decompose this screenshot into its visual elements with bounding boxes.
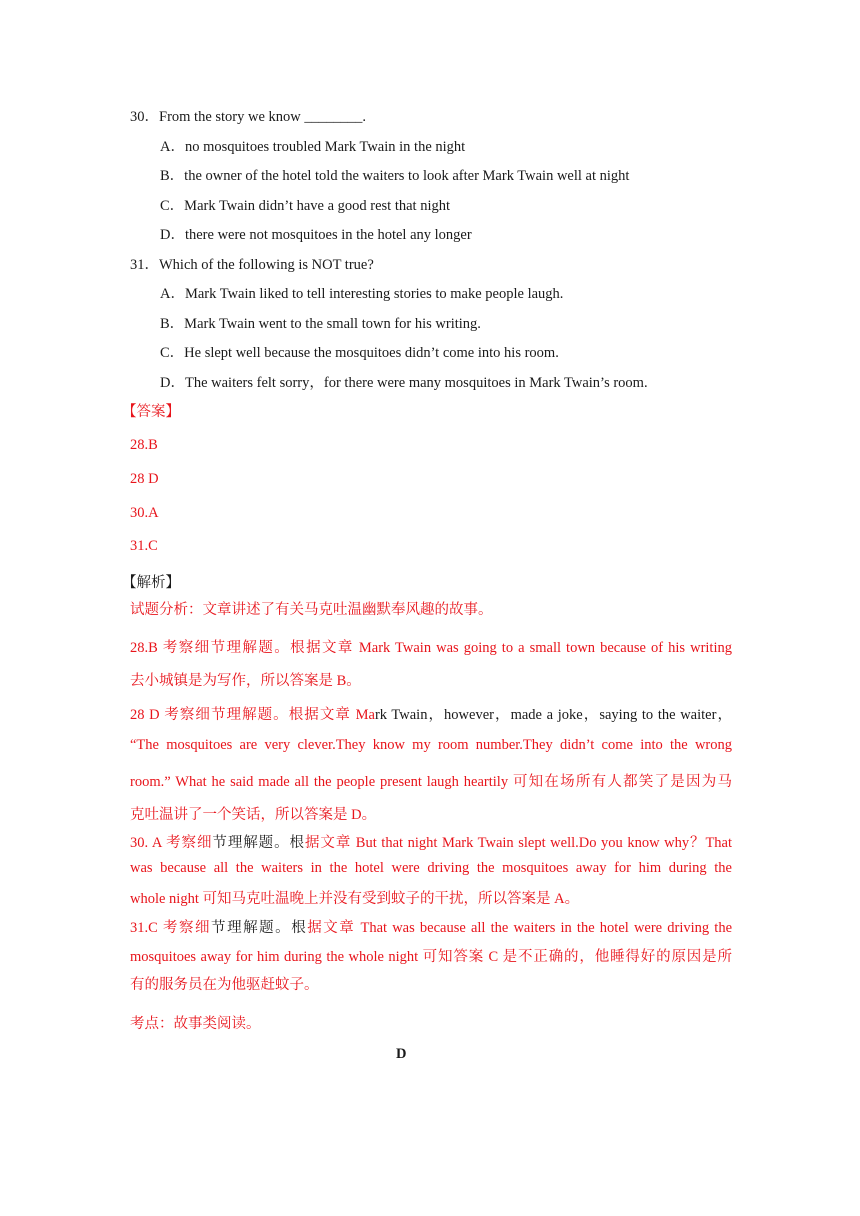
answer-28d: 28 D [130, 471, 159, 487]
question-30-option-c: C．Mark Twain didn’t have a good rest that night [160, 198, 451, 214]
answer-heading: 【答案】 [122, 404, 180, 420]
explanation-28b-prefix: 28.B 考察细节理解题。根据文章 M [130, 640, 372, 656]
explanation-30-prefix: 30. A 考察细 [130, 835, 213, 851]
explanation-28b-quote: ark Twain was going to a small town because of his writing [371, 640, 732, 656]
explanation-30-quote: 据文章 But that night Mark Twain slept well.Do you know why？That [304, 835, 733, 851]
explanation-31-quote: 据文章 That was because all the waiters in the hotel were driving the [307, 920, 733, 936]
explanation-28d-prefix: 28 D 考察细节理解题。根据文章 Ma [130, 707, 375, 723]
explanation-30-line-2: was because all the waiters in the hotel were driving the mosquitoes away for him during the [130, 860, 732, 876]
answer-30: 30.A [130, 505, 159, 521]
question-30-option-a: A．no mosquitoes troubled Mark Twain in the night [160, 139, 466, 155]
explanation-30-mid: 节理解题。根 [212, 835, 305, 851]
analysis-intro: 试题分析：文章讲述了有关马克吐温幽默奉风趣的故事。 [130, 602, 493, 618]
explanation-31-line-2: mosquitoes away for him during the whole night 可知答案 C 是不正确的，他睡得好的原因是所 [130, 949, 732, 965]
explanation-28d-line-3: room.” What he said made all the people present laugh heartily 可知在场所有人都笑了是因为马 [130, 774, 732, 790]
explanation-28d-line-1 [130, 703, 732, 724]
question-30-option-d: D．there were not mosquitoes in the hotel any longer [160, 227, 472, 243]
explanation-28d-line-4: 克吐温讲了一个笑话，所以答案是 D。 [130, 807, 377, 823]
explanation-28b-line-2: 去小城镇是为写作，所以答案是 B。 [130, 673, 361, 689]
question-31-option-a: A．Mark Twain liked to tell interesting stories to make people laugh. [160, 286, 564, 302]
analysis-heading: 【解析】 [122, 575, 180, 591]
answer-31: 31.C [130, 538, 158, 554]
explanation-28b-line-1 [130, 636, 732, 657]
explanation-30-line-1 [130, 831, 732, 852]
explanation-31-line-3: 有的服务员在为他驱赶蚊子。 [130, 977, 319, 993]
explanation-31-line-1 [130, 916, 732, 937]
question-31-option-d: D．The waiters felt sorry，for there were many mosquitoes in Mark Twain’s room. [160, 375, 648, 391]
explanation-28d-line-2: “The mosquitoes are very clever.They know my room number.They didn’t come into the wrong [130, 737, 732, 753]
question-30-stem: 30．From the story we know ________. [130, 109, 367, 125]
question-31-option-c: C．He slept well because the mosquitoes didn’t come into his room. [160, 345, 559, 361]
question-31-option-b: B．Mark Twain went to the small town for his writing. [160, 316, 481, 332]
question-31-stem: 31．Which of the following is NOT true? [130, 257, 374, 273]
key-point: 考点：故事类阅读。 [130, 1016, 261, 1032]
explanation-31-prefix: 31.C 考察细 [130, 920, 212, 936]
section-label: D [396, 1046, 407, 1062]
question-30-option-b: B．the owner of the hotel told the waiters to look after Mark Twain well at night [160, 168, 630, 184]
explanation-28d-quote: rk Twain，however，made a joke，saying to the waiter， [374, 707, 732, 723]
explanation-30-line-3: whole night 可知马克吐温晚上并没有受到蚊子的干扰，所以答案是 A。 [130, 891, 580, 907]
explanation-31-mid: 节理解题。根 [211, 920, 308, 936]
answer-28b: 28.B [130, 437, 158, 453]
